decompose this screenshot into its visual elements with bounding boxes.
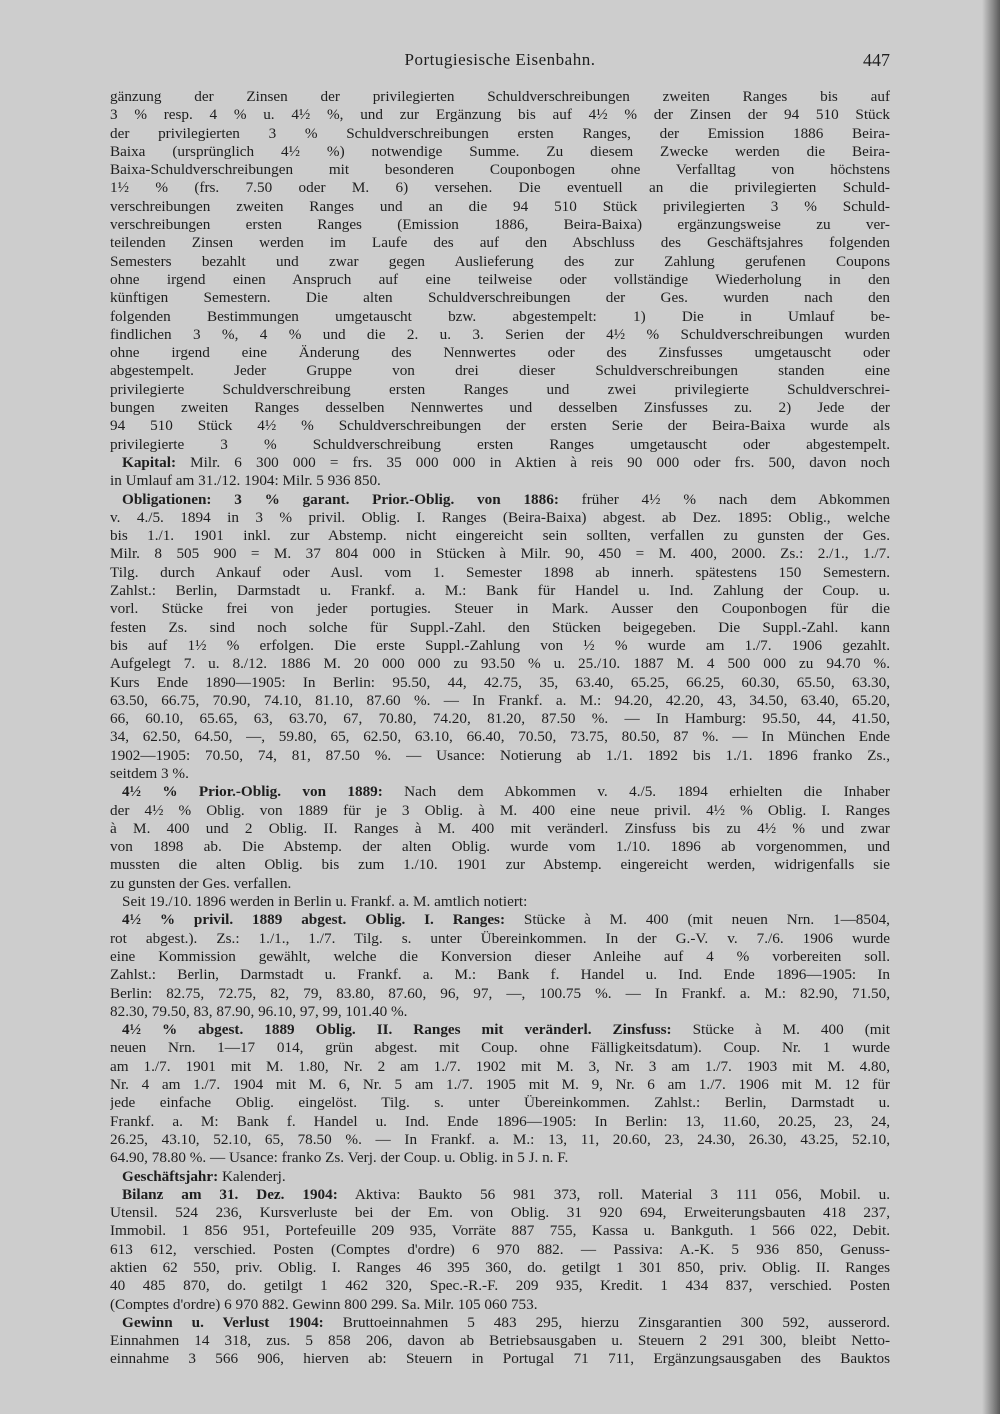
text-line xyxy=(110,710,890,728)
text-line xyxy=(110,1277,890,1295)
line-text: Berlin: 82.75, 72.75, 82, 79, 83.80, 87.60, 96, 97, —, 100.75 %. — In Frankf. a. M.: 82.90, 71.50, xyxy=(110,984,890,1002)
line-text: verschreibungen zweiten Ranges und an die 94 510 Stück privilegierten 3 % Schuld- xyxy=(110,197,890,215)
line-text: 1902—1905: 70.50, 74, 81, 87.50 %. — Usance: Notierung ab 1./1. 1892 bis 1./1. 1896 franko Zs., xyxy=(110,746,890,764)
section-heading: Kapital: xyxy=(122,453,177,471)
text-line xyxy=(110,289,890,307)
line-text: aktien 62 550, priv. Oblig. I. Ranges 46 395 360, do. getilgt 1 301 850, priv. Oblig. II. Ranges xyxy=(110,1259,890,1276)
text-line xyxy=(110,930,890,948)
text-line xyxy=(110,802,890,820)
line-text: seitdem 3 %. xyxy=(110,764,189,782)
line-text: einnahme 3 566 906, hierven ab: Steuern in Portugal 71 711, Ergänzungsausgaben des Bauktos xyxy=(110,1350,890,1368)
line-text: Immobil. 1 856 951, Portefeuille 209 935, Vorräte 887 755, Kassa u. Bankguth. 1 566 022, Debit. xyxy=(110,1222,890,1240)
line-text: eine Kommission gewählt, welche die Konversion dieser Anleihe auf 4 % vorbereiten soll. xyxy=(110,947,890,965)
line-text: 3 % resp. 4 % u. 4½ %, und zur Ergänzung bis auf 4½ % der Zinsen der 94 510 Stück xyxy=(110,106,890,124)
body-text xyxy=(110,88,890,1369)
text-line xyxy=(110,1241,890,1259)
line-text: Semesters bezahlt und zwar gegen Auslieferung des zur Zahlung gerufenen Coupons xyxy=(110,252,890,270)
section-heading: 4½ % abgest. 1889 Oblig. II. Ranges mit veränderl. Zinsfuss: xyxy=(122,1021,672,1039)
text-line xyxy=(110,1149,890,1167)
section-heading: 4½ % privil. 1889 abgest. Oblig. I. Ranges: xyxy=(122,911,506,929)
text-line xyxy=(110,820,890,838)
line-text: Nr. 4 am 1./7. 1904 mit M. 6, Nr. 5 am 1./7. 1905 mit M. 9, Nr. 6 am 1./7. 1906 mit M. 12 für xyxy=(110,1076,890,1094)
line-text: Nach dem Abkommen v. 4./5. 1894 erhielten die Inhaber xyxy=(382,783,890,801)
line-text: teilenden Zinsen werden im Laufe des auf den Abschluss des Geschäftsjahres folgenden xyxy=(110,234,890,252)
text-line xyxy=(110,454,890,472)
line-text: Einnahmen 14 318, zus. 5 858 206, davon ab Betriebsausgaben u. Steuern 2 291 300, bleibt Netto- xyxy=(110,1332,890,1350)
text-line xyxy=(110,1314,890,1332)
line-text: 63.50, 66.75, 70.90, 74.10, 81.10, 87.60 %. — In Frankf. a. M.: 94.20, 42.20, 43, 34.50, 63.40, 65.20, xyxy=(110,691,890,709)
line-text: Stücke à M. 400 (mit neuen Nrn. 1—8504, xyxy=(505,911,890,929)
text-line xyxy=(110,655,890,673)
line-text: 82.30, 79.50, 83, 87.90, 96.10, 97, 99, 101.40 %. xyxy=(110,1002,408,1020)
line-text: rot abgest.). Zs.: 1./1., 1./7. Tilg. s. unter Übereinkommen. In der G.-V. v. 7./6. 1906 wurde xyxy=(110,929,890,947)
text-line xyxy=(110,399,890,417)
text-line xyxy=(110,143,890,161)
text-line xyxy=(110,527,890,545)
text-line xyxy=(110,179,890,197)
line-text: mussten die alten Oblig. bis zum 1./10. 1901 zur Abstemp. eingereicht werden, widrigenfalls sie xyxy=(110,856,890,874)
line-text: privilegierte 3 % Schuldverschreibung ersten Ranges umgetauscht oder abgestempelt. xyxy=(110,435,890,453)
line-text: 94 510 Stück 4½ % Schuldverschreibungen der ersten Serie der Beira-Baixa wurde als xyxy=(110,417,890,435)
line-text: findlichen 3 %, 4 % und die 2. u. 3. Serien der 4½ % Schuldverschreibungen wurden xyxy=(110,325,890,343)
text-line xyxy=(110,1094,890,1112)
text-line xyxy=(110,161,890,179)
text-line xyxy=(110,1058,890,1076)
line-text: festen Zs. sind noch solche für Suppl.-Zahl. den Stücken beigegeben. Die Suppl.-Zahl. kann xyxy=(110,618,890,636)
line-text: 64.90, 78.80 %. — Usance: franko Zs. Verj. der Coup. u. Oblig. in 5 J. n. F. xyxy=(110,1149,569,1167)
line-text: 1½ % (frs. 7.50 oder M. 6) versehen. Die eventuell an die privilegierten Schuld- xyxy=(110,179,890,197)
text-line xyxy=(110,728,890,746)
text-line xyxy=(110,783,890,801)
text-line xyxy=(110,1113,890,1131)
text-line xyxy=(110,326,890,344)
text-line xyxy=(110,1076,890,1094)
text-line xyxy=(110,344,890,362)
line-text: künftigen Semestern. Die alten Schuldverschreibungen der Ges. wurden nach den xyxy=(110,289,890,307)
line-text: 26.25, 43.10, 52.10, 65, 78.50 %. — In Frankf. a. M.: 13, 11, 20.60, 23, 24.30, 26.30, 43.25, 52.10, xyxy=(110,1130,890,1148)
line-text: Aufgelegt 7. u. 8./12. 1886 M. 20 000 000 zu 93.50 % u. 25./10. 1887 M. 4 500 000 zu 94.70 %. xyxy=(110,655,890,673)
line-text: zu gunsten der Ges. verfallen. xyxy=(110,874,292,892)
text-line xyxy=(110,198,890,216)
line-text: Milr. 6 300 000 = frs. 35 000 000 in Aktien à reis 90 000 oder frs. 500, davon noch xyxy=(176,453,890,471)
line-text: Baixa-Schuldverschreibungen mit besonderen Couponbogen ohne Verfalltag von höchstens xyxy=(110,161,890,179)
text-line xyxy=(110,1186,890,1204)
line-text: der privilegierten 3 % Schuldverschreibungen ersten Ranges, der Emission 1886 Beira- xyxy=(110,124,890,142)
line-text: abgestempelt. Jeder Gruppe von drei dieser Schuldverschreibungen standen eine xyxy=(110,362,890,380)
line-text: jede einfache Oblig. eingelöst. Tilg. s. unter Übereinkommen. Zahlst.: Berlin, Darmstadt u. xyxy=(110,1094,890,1112)
text-line xyxy=(110,234,890,252)
line-text: am 1./7. 1901 mit M. 1.80, Nr. 2 am 1./7. 1902 mit M. 3, Nr. 3 am 1./7. 1903 mit M. 4.80, xyxy=(110,1057,890,1075)
section-heading: Gewinn u. Verlust 1904: xyxy=(122,1313,324,1331)
line-text: Bruttoeinnahmen 5 483 295, hierzu Zinsgarantien 300 592, ausserord. xyxy=(323,1313,890,1331)
line-text: früher 4½ % nach dem Abkommen xyxy=(558,490,890,508)
text-line xyxy=(110,674,890,692)
text-line xyxy=(110,747,890,765)
line-text: à M. 400 und 2 Oblig. II. Ranges à M. 400 mit veränderl. Zinsfuss bis zu 4½ % und zwar xyxy=(110,819,890,837)
line-text: ohne irgend einen Anspruch auf eine teilweise oder vollständige Wiederholung in den xyxy=(110,270,890,288)
text-line xyxy=(110,966,890,984)
line-text: gänzung der Zinsen der privilegierten Schuldverschreibungen zweiten Ranges bis auf xyxy=(110,88,890,105)
line-text: Kalenderj. xyxy=(218,1167,286,1185)
running-title: Portugiesische Eisenbahn. xyxy=(404,50,596,69)
line-text: Kurs Ende 1890—1905: In Berlin: 95.50, 44, 42.75, 35, 63.40, 65.25, 66.25, 60.30, 65.50, 63.30, xyxy=(110,673,890,691)
text-line xyxy=(110,1350,890,1368)
text-line xyxy=(110,436,890,454)
line-text: in Umlauf am 31./12. 1904: Milr. 5 936 850. xyxy=(110,472,381,490)
line-text: Seit 19./10. 1896 werden in Berlin u. Frankf. a. M. amtlich notiert: xyxy=(122,893,528,911)
line-text: bis auf 1½ % erfolgen. Die erste Suppl.-Zahlung von ½ % wurde am 1./7. 1906 gezahlt. xyxy=(110,636,890,654)
text-line xyxy=(110,564,890,582)
text-line xyxy=(110,88,890,106)
text-line xyxy=(110,1003,890,1021)
section-heading: Geschäftsjahr: xyxy=(122,1167,219,1185)
text-line xyxy=(110,253,890,271)
text-line xyxy=(110,600,890,618)
text-line xyxy=(110,491,890,509)
line-text: Frankf. a. M: Bank f. Handel u. Ind. Ende 1896—1905: In Berlin: 13, 11.60, 20.25, 23, 24, xyxy=(110,1112,890,1130)
line-text: (Comptes d'ordre) 6 970 882. Gewinn 800 299. Sa. Milr. 105 060 753. xyxy=(110,1295,538,1313)
section-heading: 4½ % Prior.-Oblig. von 1889: xyxy=(122,783,383,801)
line-text: v. 4./5. 1894 in 3 % privil. Oblig. I. Ranges (Beira-Baixa) abgest. ab Dez. 1895: Oblig., welche xyxy=(110,508,890,526)
text-line xyxy=(110,856,890,874)
line-text: Aktiva: Baukto 56 981 373, roll. Material 3 111 056, Mobil. u. xyxy=(337,1185,890,1203)
text-line xyxy=(110,1332,890,1350)
line-text: vorl. Stücke frei von jeder portugies. Steuer in Mark. Ausser den Couponbogen für die xyxy=(110,600,890,618)
text-line xyxy=(110,216,890,234)
line-text: Baixa (ursprünglich 4½ %) notwendige Summe. Zu diesem Zwecke werden die Beira- xyxy=(110,142,890,160)
text-line xyxy=(110,545,890,563)
line-text: 34, 62.50, 64.50, —, 59.80, 65, 62.50, 63.10, 66.40, 70.50, 73.75, 80.50, 87 %. — In München Ende xyxy=(110,728,890,746)
text-line xyxy=(110,1131,890,1149)
text-line xyxy=(110,637,890,655)
text-line xyxy=(110,692,890,710)
text-line xyxy=(110,1039,890,1057)
text-line xyxy=(110,417,890,435)
line-text: neuen Nrn. 1—17 014, grün abgest. mit Coup. ohne Fälligkeitsdatum). Coup. Nr. 1 wurde xyxy=(110,1039,890,1057)
text-line xyxy=(110,765,890,783)
section-heading: Obligationen: 3 % garant. Prior.-Oblig. von 1886: xyxy=(122,490,559,508)
line-text: von 1898 ab. Die Abstemp. der alten Oblig. wurde vom 1./10. 1896 ab vorgenommen, und xyxy=(110,838,890,856)
text-line xyxy=(110,381,890,399)
text-line xyxy=(110,509,890,527)
text-line xyxy=(110,362,890,380)
text-line xyxy=(110,472,890,490)
line-text: privilegierte Schuldverschreibung ersten Ranges und zwei privilegierte Schuldverschrei- xyxy=(110,380,890,398)
line-text: ohne irgend eine Änderung des Nennwertes oder des Zinsfusses umgetauscht oder xyxy=(110,344,890,362)
text-line xyxy=(110,106,890,124)
text-line xyxy=(110,893,890,911)
line-text: verschreibungen ersten Ranges (Emission 1886, Beira-Baixa) ergänzungsweise zu ver- xyxy=(110,216,890,234)
line-text: 40 485 870, do. getilgt 1 462 320, Spec.-R.-F. 209 935, Kredit. 1 434 837, verschied. Posten xyxy=(110,1277,890,1295)
text-line xyxy=(110,582,890,600)
text-line xyxy=(110,948,890,966)
line-text: Tilg. durch Ankauf oder Ausl. vom 1. Semester 1898 ab innerh. spätestens 150 Semestern. xyxy=(110,563,890,581)
text-line xyxy=(110,1296,890,1314)
line-text: 613 612, verschied. Posten (Comptes d'ordre) 6 970 882. — Passiva: A.-K. 5 936 850, Genuss- xyxy=(110,1240,890,1258)
page-number: 447 xyxy=(863,50,890,70)
text-line xyxy=(110,125,890,143)
line-text: bis 1./1. 1901 inkl. zur Abstemp. nicht eingereicht sein sollten, verfallen zu gunsten der Ges. xyxy=(110,527,890,545)
text-line xyxy=(110,619,890,637)
text-line xyxy=(110,1021,890,1039)
text-line xyxy=(110,985,890,1003)
section-heading: Bilanz am 31. Dez. 1904: xyxy=(122,1185,338,1203)
text-line xyxy=(110,271,890,289)
line-text: folgenden Bestimmungen umgetauscht bzw. abgestempelt: 1) Die in Umlauf be- xyxy=(110,307,890,325)
line-text: Zahlst.: Berlin, Darmstadt u. Frankf. a. M.: Bank für Handel u. Ind. Zahlung der Coup. u. xyxy=(110,582,890,600)
text-line xyxy=(110,1168,890,1186)
text-line xyxy=(110,911,890,929)
line-text: 66, 60.10, 65.65, 63, 63.70, 67, 70.80, 74.20, 81.20, 87.50 %. — In Hamburg: 95.50, 44, 41.50, xyxy=(110,710,890,728)
text-line xyxy=(110,1259,890,1277)
text-line xyxy=(110,1222,890,1240)
text-line xyxy=(110,1204,890,1222)
line-text: bungen zweiten Ranges desselben Nennwertes und desselben Zinsfusses zu. 2) Jede der xyxy=(110,399,890,417)
line-text: der 4½ % Oblig. von 1889 für je 3 Oblig. à M. 400 eine neue privil. 4½ % Oblig. I. Ranges xyxy=(110,801,890,819)
page-edge-shadow xyxy=(982,0,1000,1414)
text-line xyxy=(110,875,890,893)
line-text: Milr. 8 505 900 = M. 37 804 000 in Stücken à Milr. 90, 450 = M. 400, 2000. Zs.: 2./1., 1./7. xyxy=(110,545,890,563)
line-text: Utensil. 524 236, Kursverluste bei der Em. von Oblig. 31 920 694, Erweiterungsbauten 418 237, xyxy=(110,1204,890,1222)
text-line xyxy=(110,308,890,326)
line-text: Stücke à M. 400 (mit xyxy=(671,1021,890,1039)
text-line xyxy=(110,838,890,856)
line-text: Zahlst.: Berlin, Darmstadt u. Frankf. a. M.: Bank f. Handel u. Ind. Ende 1896—1905: In xyxy=(110,966,890,984)
page-header xyxy=(110,50,890,70)
